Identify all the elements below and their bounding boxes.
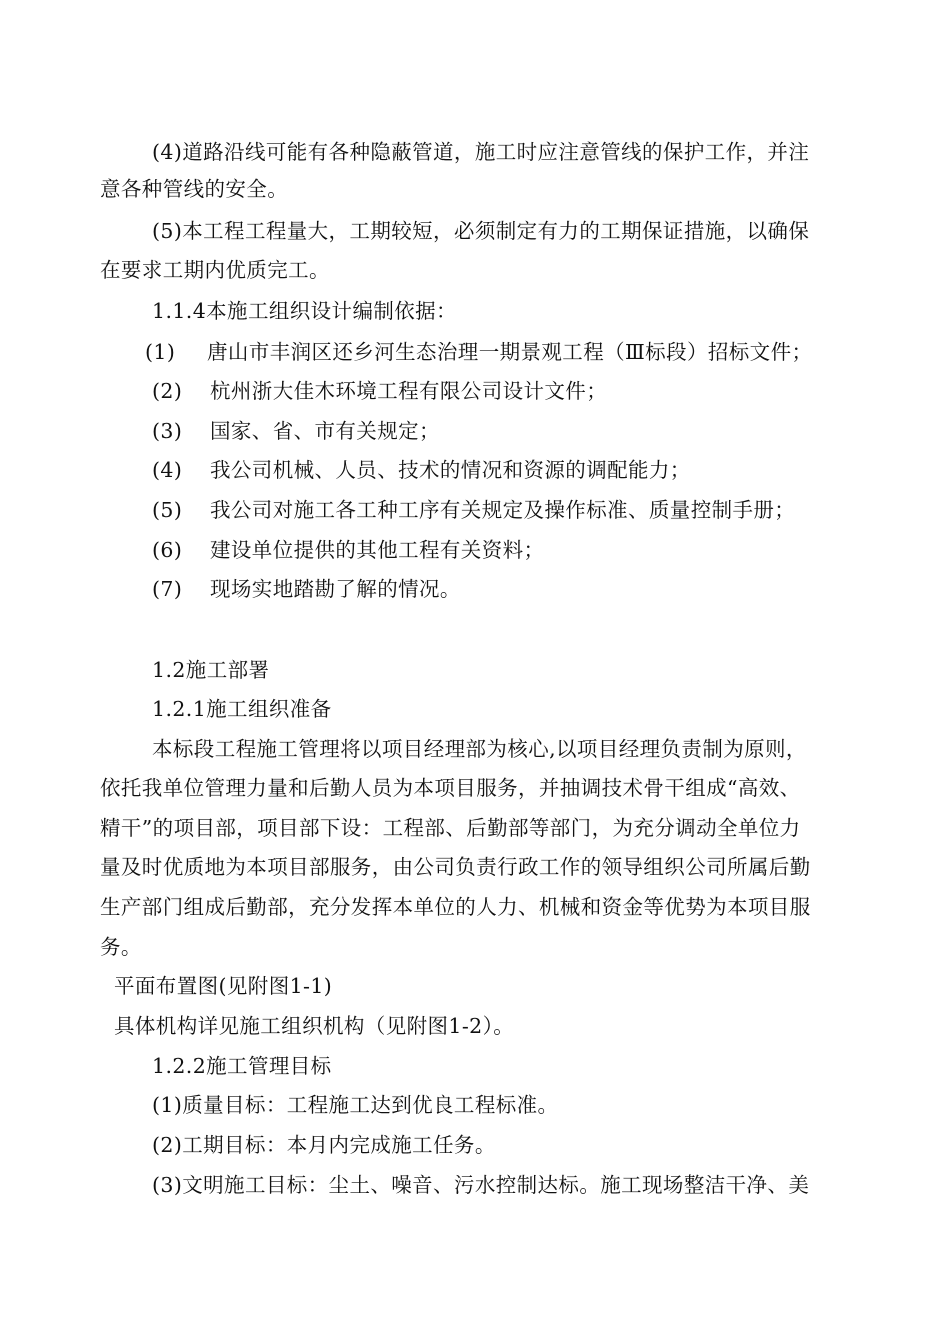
para-5-line-2: 在要求工期内优质完工。 xyxy=(100,258,330,282)
section-heading-1-2-2: 1.2.2施工管理目标 xyxy=(152,1054,332,1078)
basis-item-number: (2) xyxy=(152,379,183,403)
layout-plan-reference: 平面布置图(见附图1-1) xyxy=(114,974,333,998)
org-chart-reference: 具体机构详见施工组织机构（见附图1-2）。 xyxy=(114,1014,515,1038)
basis-heading: 1.1.4本施工组织设计编制依据： xyxy=(152,299,457,323)
goal-quality: (1)质量目标：工程施工达到优良工程标准。 xyxy=(152,1093,559,1117)
org-para-line: 精干”的项目部，项目部下设：工程部、后勤部等部门，为充分调动全单位力 xyxy=(100,816,801,840)
goal-civilized-construction: (3)文明施工目标：尘土、噪音、污水控制达标。施工现场整洁干净、美 xyxy=(152,1173,810,1197)
basis-item-text: 我公司对施工各工种工序有关规定及操作标准、质量控制手册； xyxy=(210,498,796,522)
basis-item-text: 杭州浙大佳木环境工程有限公司设计文件； xyxy=(210,379,608,403)
basis-item-number: (3) xyxy=(152,419,183,443)
goal-schedule: (2)工期目标：本月内完成施工任务。 xyxy=(152,1133,496,1157)
basis-item-text: 唐山市丰润区还乡河生态治理一期景观工程（Ⅲ标段）招标文件； xyxy=(207,340,813,364)
para-4-line-1: (4)道路沿线可能有各种隐蔽管道，施工时应注意管线的保护工作，并注 xyxy=(152,140,810,164)
basis-item-number: (6) xyxy=(152,538,183,562)
basis-item-number: (4) xyxy=(152,458,183,482)
basis-item-number: (5) xyxy=(152,498,183,522)
para-5-line-1: (5)本工程工程量大，工期较短，必须制定有力的工期保证措施，以确保 xyxy=(152,219,810,243)
org-para-line: 生产部门组成后勤部，充分发挥本单位的人力、机械和资金等优势为本项目服 xyxy=(100,895,811,919)
basis-item-text: 国家、省、市有关规定； xyxy=(210,419,440,443)
basis-item xyxy=(152,376,607,406)
basis-item-text: 我公司机械、人员、技术的情况和资源的调配能力； xyxy=(210,458,691,482)
basis-item-number: (7) xyxy=(152,577,183,601)
para-4-line-2: 意各种管线的安全。 xyxy=(100,177,289,201)
section-heading-1-2-1: 1.2.1施工组织准备 xyxy=(152,697,332,721)
basis-item xyxy=(152,455,691,485)
org-para-line: 务。 xyxy=(100,935,142,959)
basis-item-text: 建设单位提供的其他工程有关资料； xyxy=(210,538,545,562)
org-para-line: 本标段工程施工管理将以项目经理部为核心,以项目经理负责制为原则， xyxy=(152,737,807,761)
basis-item xyxy=(152,535,544,565)
basis-item xyxy=(145,337,812,367)
basis-item-number: (1) xyxy=(145,340,176,364)
basis-item-text: 现场实地踏勘了解的情况。 xyxy=(210,577,461,601)
basis-item xyxy=(152,416,440,446)
org-para-line: 依托我单位管理力量和后勤人员为本项目服务，并抽调技术骨干组成“高效、 xyxy=(100,776,801,800)
section-heading-1-2: 1.2施工部署 xyxy=(152,658,270,682)
basis-item xyxy=(152,574,461,604)
basis-item xyxy=(152,495,795,525)
org-para-line: 量及时优质地为本项目部服务，由公司负责行政工作的领导组织公司所属后勤 xyxy=(100,855,811,879)
